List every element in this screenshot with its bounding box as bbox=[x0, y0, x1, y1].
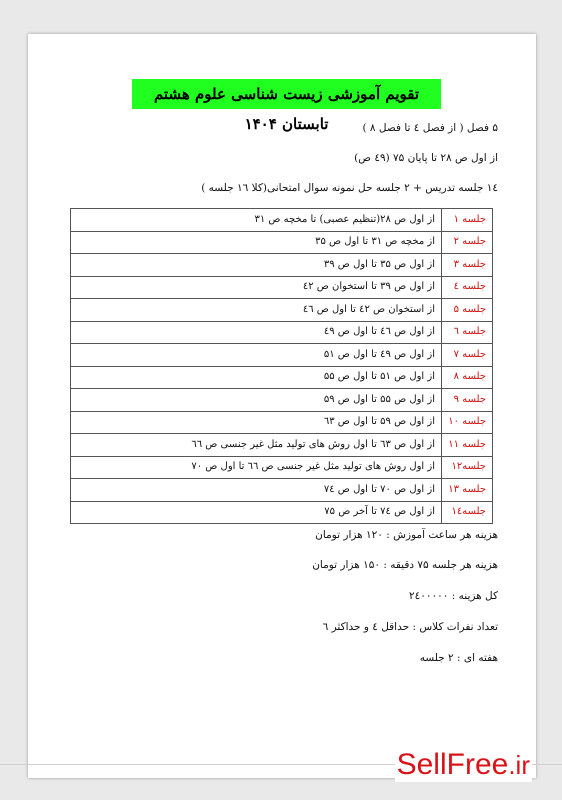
cost-per-session: هزینه هر جلسه ۷۵ دقیقه : ١۵٠ هزار تومان bbox=[312, 559, 498, 571]
intro-line-chapters: ۵ فصل ( از فصل ٤ تا فصل ۸ ) bbox=[362, 122, 498, 134]
total-cost: کل هزینه : ۲٤٠٠٠٠٠ bbox=[408, 590, 498, 602]
table-row bbox=[71, 254, 493, 277]
session-content: از اول ص ٦۳ تا اول روش های تولید مثل غیر جنسی ص ٦٦ bbox=[71, 434, 442, 457]
session-content: از اول ص ۲۸(تنظیم عصبی) تا مخچه ص ۳١ bbox=[71, 209, 442, 232]
session-content: از اول ص ۵۹ تا اول ص ٦۳ bbox=[71, 411, 442, 434]
table-row bbox=[71, 299, 493, 322]
table-row bbox=[71, 366, 493, 389]
document-title: تقویم آموزشی زیست شناسی علوم هشتم تابستان ۱۴۰۴ bbox=[132, 79, 441, 109]
table-row bbox=[71, 231, 493, 254]
session-label: جلسه ١ bbox=[442, 209, 493, 232]
table-row bbox=[71, 501, 493, 524]
session-label: جلسه ۲ bbox=[442, 231, 493, 254]
session-content: از اول ص ۵١ تا اول ص ۵۵ bbox=[71, 366, 442, 389]
session-content: از اول ص ۳۹ تا استخوان ص ٤۲ bbox=[71, 276, 442, 299]
session-label: جلسه ٤ bbox=[442, 276, 493, 299]
session-label: جلسه١۲ bbox=[442, 456, 493, 479]
watermark-tld: .ir bbox=[508, 750, 530, 780]
session-label: جلسه ٦ bbox=[442, 321, 493, 344]
sessions-per-week: هفته ای : ۲ جلسه bbox=[419, 652, 498, 664]
session-label: جلسه ۸ bbox=[442, 366, 493, 389]
session-content: از اول روش های تولید مثل غیر جنسی ص ٦٦ تا اول ص ۷٠ bbox=[71, 456, 442, 479]
session-label: جلسه ١۳ bbox=[442, 479, 493, 502]
table-row bbox=[71, 434, 493, 457]
session-label: جلسه ١١ bbox=[442, 434, 493, 457]
document-page bbox=[28, 34, 536, 778]
session-label: جلسه ۹ bbox=[442, 389, 493, 412]
table-row bbox=[71, 321, 493, 344]
session-label: جلسه ۵ bbox=[442, 299, 493, 322]
table-row bbox=[71, 344, 493, 367]
cost-per-hour: هزینه هر ساعت آموزش : ١۲٠ هزار تومان bbox=[315, 529, 498, 541]
table-row bbox=[71, 456, 493, 479]
session-content: از اول ص ۷٠ تا اول ص ۷٤ bbox=[71, 479, 442, 502]
session-content: از استخوان ص ٤۲ تا اول ص ٤٦ bbox=[71, 299, 442, 322]
class-size: تعداد نفرات کلاس : حداقل ٤ و حداکثر ٦ bbox=[322, 621, 498, 633]
session-content: از اول ص ۳۵ تا اول ص ۳۹ bbox=[71, 254, 442, 277]
session-content: از اول ص ٤٦ تا اول ص ٤۹ bbox=[71, 321, 442, 344]
session-content: از مخچه ص ۳١ تا اول ص ۳۵ bbox=[71, 231, 442, 254]
intro-line-sessions: ١٤ جلسه تدریس + ۲ جلسه حل نمونه سوال امتحانی(کلا ١٦ جلسه ) bbox=[201, 182, 498, 194]
session-label: جلسه ۳ bbox=[442, 254, 493, 277]
table-row bbox=[71, 209, 493, 232]
session-content: از اول ص ۵۵ تا اول ص ۵۹ bbox=[71, 389, 442, 412]
session-label: جلسه١٤ bbox=[442, 501, 493, 524]
watermark-main: SellFree bbox=[396, 748, 509, 781]
table-row bbox=[71, 389, 493, 412]
intro-line-pages: از اول ص ۲۸ تا پایان ۷۵ (٤۹ ص) bbox=[354, 152, 498, 164]
session-content: از اول ص ۷٤ تا آخر ص ۷۵ bbox=[71, 501, 442, 524]
table-row bbox=[71, 479, 493, 502]
session-label: جلسه ١٠ bbox=[442, 411, 493, 434]
table-row bbox=[71, 411, 493, 434]
session-label: جلسه ۷ bbox=[442, 344, 493, 367]
sellfree-watermark-logo bbox=[395, 748, 532, 782]
table-row bbox=[71, 276, 493, 299]
session-content: از اول ص ٤۹ تا اول ص ۵١ bbox=[71, 344, 442, 367]
schedule-table bbox=[70, 208, 493, 524]
